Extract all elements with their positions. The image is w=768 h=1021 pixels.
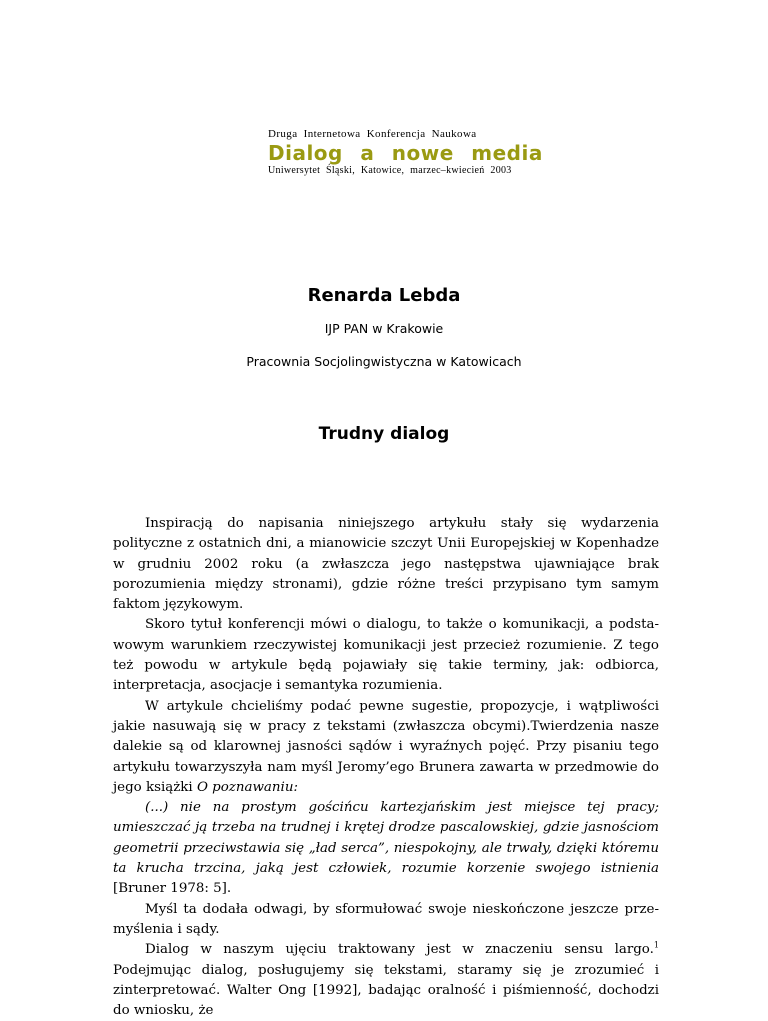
paragraph: Skoro tytuł konferencji mówi o dialogu, to także o komunikacji, a podstawowym warunkiem rzeczywistej komunikacji jest przecież rozumienie. Z tego też powodu w artykule będą pojawiały się takie terminy, jak: odbiorca, interpretacja, asocjacje i semantyka rozumienia. — [113, 617, 659, 694]
block-quote — [113, 798, 659, 899]
conference-venue: Uniwersytet Śląski, Katowice, marzec–kwiecień 2003 — [268, 165, 512, 176]
conference-header — [268, 128, 543, 177]
paragraph-text: Podejmując dialog, posługujemy się tekstami, staramy się je zrozumieć i zinterpretować. Walter Ong [1992], badając oralność i piśmienność, dochodzi do wniosku, że — [113, 962, 659, 1019]
conference-subtitle: Druga Internetowa Konferencja Naukowa — [268, 128, 477, 140]
article-body — [113, 514, 659, 1021]
quote-text: (...) nie na prostym gościńcu kartezjańskim jest miejsce tej pracy; umieszczać ją trzeba na trudnej i krętej drodze pascalowskiej, gdzie jasnościom geometrii przeciwstawia się „ład serca”, niespokojny, ale trwały, dzięki któremu ta krucha trzcina, jaką jest człowiek, rozumie korzenie swojego istnienia — [113, 800, 659, 877]
author-name: Renarda Lebda — [307, 285, 461, 306]
conference-title: Dialog a nowe media — [268, 141, 543, 165]
paragraph: Inspiracją do napisania niniejszego artykułu stały się wydarzenia polityczne z ostatnich dni, a mianowicie szczyt Unii Europejskiej w Kopenhadze w grudniu 2002 roku (a zwłaszcza jego następstwa ujawniające brak porozumienia między stronami), gdzie różne treści przypisano tym samym faktom językowym. — [113, 516, 659, 613]
paragraph — [113, 697, 659, 798]
book-title: O poznawaniu: — [196, 779, 298, 795]
paragraph-text: Dialog w naszym ujęciu traktowany jest w znaczeniu sensu largo. — [145, 942, 654, 958]
quote-citation: [Bruner 1978: 5]. — [113, 881, 232, 897]
article-title: Trudny dialog — [318, 424, 450, 444]
paragraph: Myśl ta dodała odwagi, by sformułować swoje nieskończone jeszcze przemyślenia i sądy. — [113, 901, 659, 937]
affiliation-lab: Pracownia Socjolingwistyczna w Katowicach — [246, 354, 522, 369]
paragraph-text: W artykule chcieliśmy podać pewne sugestie, propozycje, i wątpliwości jakie nasuwają się w pracy z tekstami (zwłaszcza obcymi).Twierdzenia nasze dalekie są od klarownej jasności sądów i wyraźnych pojęć. Przy pisaniu tego artykułu towarzyszyła nam myśl Jeromy’ego Brunera zawarta w przedmowie do jego książki — [113, 698, 659, 795]
affiliation-institute: IJP PAN w Krakowie — [324, 321, 444, 336]
paragraph — [113, 940, 659, 1021]
footnote-marker[interactable]: 1 — [653, 940, 659, 950]
